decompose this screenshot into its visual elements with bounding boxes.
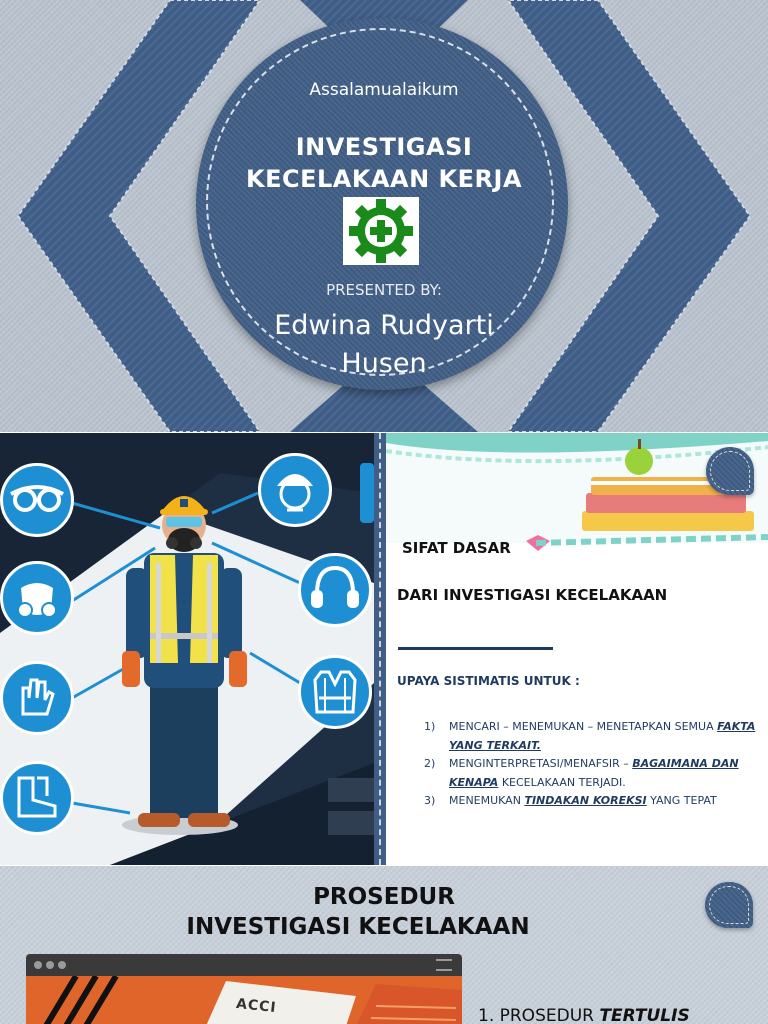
- window-dot-icon: [46, 961, 54, 969]
- slide-divider: [374, 433, 386, 865]
- sub-heading: UPAYA SISTIMATIS UNTUK :: [397, 674, 580, 688]
- window-dot-icon: [34, 961, 42, 969]
- window-menu-icon: [436, 959, 452, 971]
- heading-underline: [398, 647, 553, 650]
- image-window-frame: [26, 954, 462, 1024]
- accident-form-text: ACCI: [235, 995, 278, 1017]
- procedure-item-emphasis: TERTULIS: [599, 1006, 690, 1024]
- procedure-title-line-2: INVESTIGASI KECELAKAAN: [186, 914, 530, 940]
- list-item-text: [449, 792, 760, 811]
- list-item-emphasis: TINDAKAN KOREKSI: [524, 794, 647, 807]
- list-item: [424, 718, 760, 755]
- title-line-1: INVESTIGASI: [295, 133, 473, 161]
- title-line-2: KECELAKAAN KERJA: [245, 165, 523, 193]
- pocket-badge: [705, 882, 753, 928]
- list-item-emphasis: BAGAIMANA DAN KENAPA: [449, 757, 739, 789]
- criteria-list: [424, 718, 760, 811]
- procedure-item: [478, 1006, 690, 1024]
- accident-report-image: [26, 976, 462, 1024]
- k3-gear-cross-icon: [343, 197, 419, 265]
- list-item-number: 2): [424, 757, 436, 770]
- ppe-illustration-slide: [0, 433, 374, 865]
- list-item-emphasis: FAKTA YANG TERKAIT.: [449, 720, 756, 752]
- list-item: [424, 792, 760, 811]
- safety-vest-icon: [298, 655, 372, 729]
- respirator-mask-icon: [0, 561, 74, 635]
- list-item-number: 1): [424, 720, 436, 733]
- investigation-basics-slide: [386, 433, 768, 865]
- list-item-post: KECELAKAAN TERJADI.: [498, 775, 626, 789]
- procedure-slide: [0, 866, 768, 1024]
- list-item-pre: MENEMUKAN: [449, 794, 525, 807]
- pocket-badge: [706, 447, 754, 495]
- presenter-name-line-2: Husen: [341, 348, 427, 379]
- heading-sifat-dasar: SIFAT DASAR: [402, 539, 511, 557]
- presented-by-label: PRESENTED BY:: [326, 281, 442, 299]
- safety-gloves-icon: [0, 661, 74, 735]
- window-dot-icon: [58, 961, 66, 969]
- list-item-text: [449, 718, 760, 755]
- list-item-text: [449, 755, 760, 792]
- heading-dari-investigasi: DARI INVESTIGASI KECELAKAAN: [397, 586, 668, 604]
- list-item: [424, 755, 760, 792]
- presenter-name-line-1: Edwina Rudyarti: [274, 310, 494, 341]
- procedure-title-line-1: PROSEDUR: [313, 884, 455, 910]
- worker-figure: [122, 496, 247, 835]
- hard-hat-icon: [258, 453, 332, 527]
- greeting-text: Assalamualaikum: [309, 80, 459, 100]
- list-item-post: YANG TEPAT: [646, 794, 717, 807]
- ear-muffs-icon: [298, 553, 372, 627]
- procedure-item-number: 1. PROSEDUR: [478, 1006, 600, 1024]
- list-item-number: 3): [424, 794, 436, 807]
- title-slide: [0, 0, 768, 432]
- list-item-pre: MENCARI – MENEMUKAN – MENETAPKAN SEMUA: [449, 720, 718, 733]
- safety-boots-icon: [0, 761, 74, 835]
- list-item-pre: MENGINTERPRETASI/MENAFSIR –: [449, 757, 633, 770]
- safety-goggles-icon: [0, 463, 74, 537]
- k3-logo: [343, 197, 419, 265]
